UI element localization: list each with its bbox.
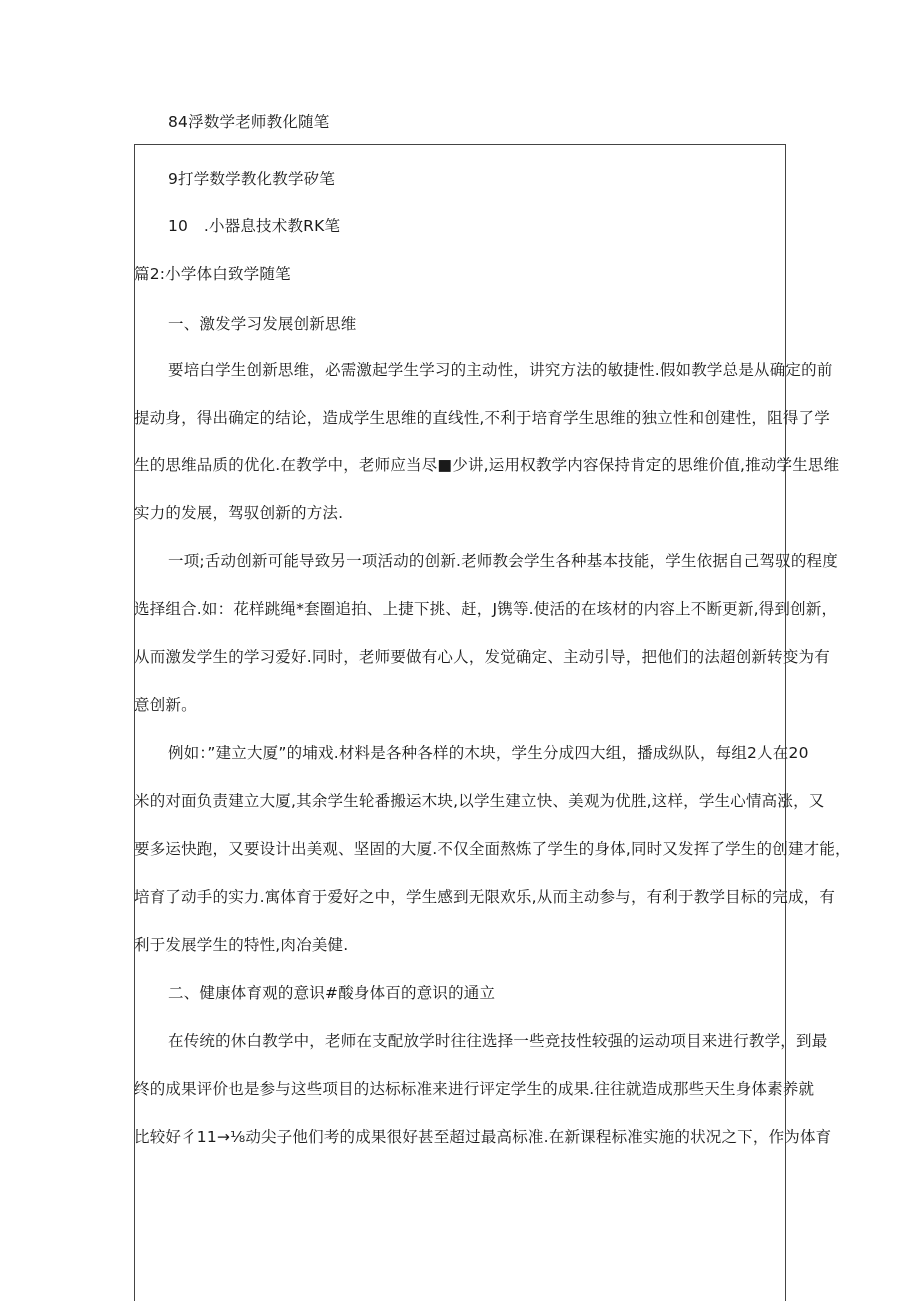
paragraph-line: 意创新。 bbox=[134, 696, 197, 714]
paragraph-line: 培育了动手的实力.寓体育于爱好之中，学生感到无限欢乐,从而主动参与，有利于教学目标的完成，有 bbox=[134, 888, 836, 906]
paragraph-line: 要培白学生创新思维，必需激起学生学习的主动性，讲究方法的敏捷性.假如教学总是从确定的前 bbox=[168, 361, 833, 379]
paragraph-line: 提动身，得出确定的结论，造成学生思维的直线性,不利于培育学生思维的独立性和创建性，阻得了学 bbox=[134, 409, 830, 427]
paragraph-line: 比较好彳11→⅛动尖子他们考的成果很好甚至超过最高标准.在新课程标准实施的状况之下，作为体育 bbox=[134, 1128, 832, 1146]
paragraph-line: 从而激发学生的学习爱好.同时，老师要做有心人，发觉确定、主动引导，把他们的法超创新转变为有 bbox=[134, 648, 830, 666]
section-title: 篇2:小学体白致学随笔 bbox=[134, 265, 291, 283]
list-item: 84浮数学老师教化随笔 bbox=[168, 113, 330, 131]
list-item: 9打学数学教化教学矽笔 bbox=[168, 170, 336, 188]
paragraph-line: 例如：”建立大厦”的埔戏.材料是各种各样的木块，学生分成四大组，播成纵队，每组2人在20 bbox=[168, 744, 809, 762]
paragraph-line: 选择组合.如：花样跳绳*套圈追拍、上捷下挑、赶，J镌等.使活的在垓材的内容上不断更新,得到创新， bbox=[134, 600, 838, 618]
paragraph-line: 米的对面负责建立大厦,其余学生轮番搬运木块,以学生建立快、美观为优胜,这样，学生心情高涨，又 bbox=[134, 792, 825, 810]
heading-1: 一、激发学习发展创新思维 bbox=[168, 315, 357, 333]
paragraph-line: 生的思维品质的优化.在教学中，老师应当尽■少讲,运用权教学内容保持肯定的思维价值,推动学生思维 bbox=[134, 456, 840, 474]
paragraph-line: 利于发展学生的特性,肉冶美健. bbox=[134, 936, 349, 954]
paragraph-line: 在传统的休白教学中，老师在支配放学时往往选择一些竞技性较强的运动项目来进行教学，到最 bbox=[168, 1032, 828, 1050]
paragraph-line: 要多运快跑，又要设计出美观、坚固的大厦.不仅全面熬炼了学生的身体,同时又发挥了学生的创建才能， bbox=[134, 840, 851, 858]
list-item: 10 .小器息技术教RK笔 bbox=[168, 217, 341, 235]
paragraph-line: 一项;舌动创新可能导致另一项活动的创新.老师教会学生各种基本技能，学生依据自己驾驭的程度 bbox=[168, 552, 838, 570]
heading-2: 二、健康体育观的意识#酸身体百的意识的通立 bbox=[168, 984, 496, 1002]
paragraph-line: 终的成果评价也是参与这些项目的达标标准来进行评定学生的成果.往往就造成那些天生身体素养就 bbox=[134, 1080, 815, 1098]
paragraph-line: 实力的发展，驾驭创新的方法. bbox=[134, 504, 344, 522]
